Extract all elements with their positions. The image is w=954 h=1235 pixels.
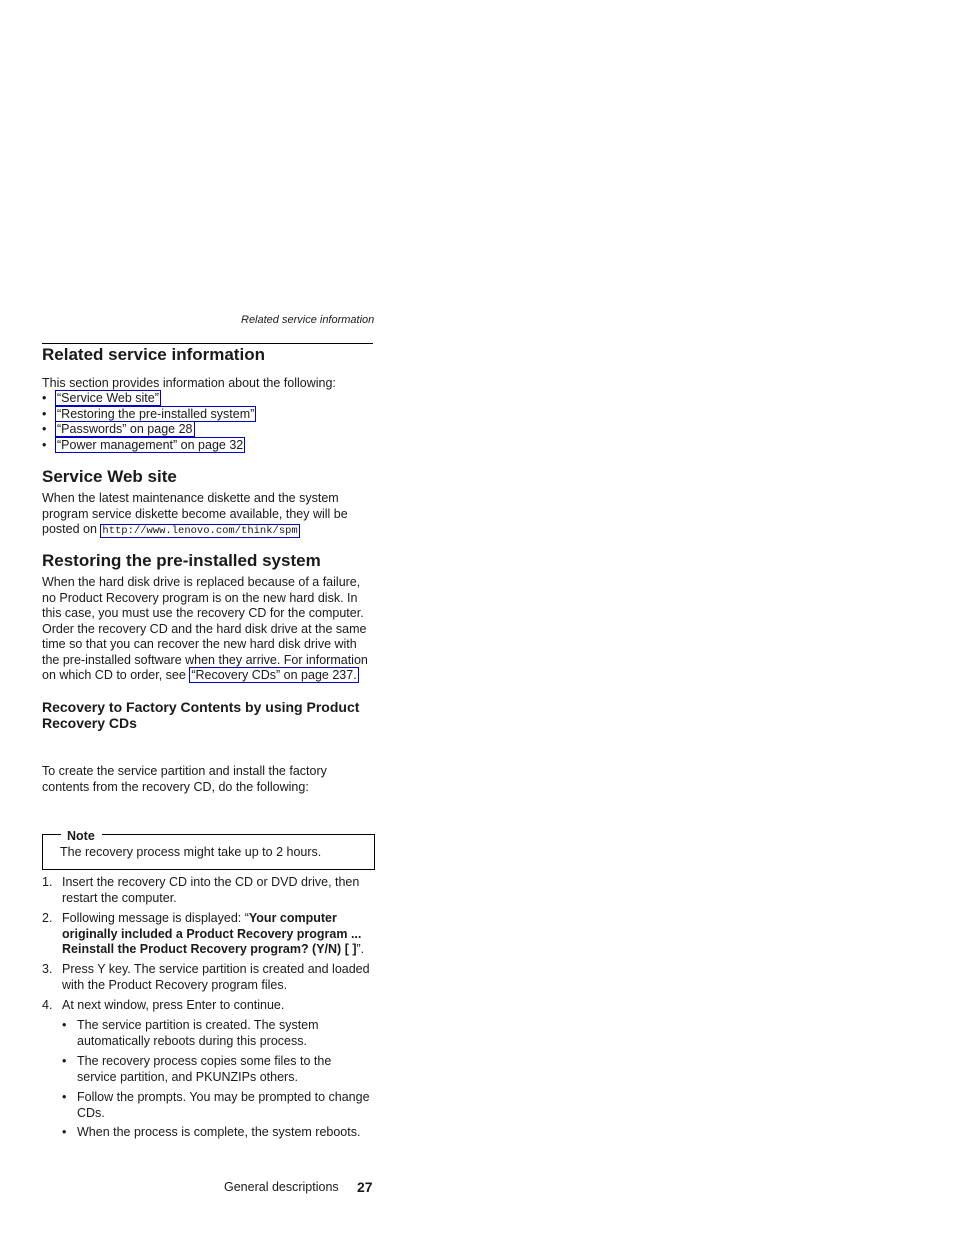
web-text: When the latest maintenance diskette and the system program service diskette become available, they will be posted on (42, 491, 348, 536)
section-title-related: Related service information (42, 345, 265, 364)
link-restoring-system[interactable]: “Restoring the pre-installed system” (57, 406, 255, 421)
footer-label: General descriptions (224, 1180, 339, 1194)
web-paragraph (42, 491, 374, 540)
link-service-url[interactable]: http://www.lenovo.com/think/spm (102, 525, 298, 537)
step-number: 2. (42, 911, 53, 925)
step-text: At next window, press Enter to continue. (62, 998, 285, 1012)
related-intro: This section provides information about the following: (42, 376, 336, 390)
step-number: 3. (42, 962, 53, 976)
note-border-left (42, 834, 61, 835)
section-title-recovery: Recovery to Factory Contents by using Product Recovery CDs (42, 699, 360, 731)
list-item: • “Passwords” on page 28 (42, 422, 193, 436)
header-rule (42, 343, 373, 344)
substep-text: The recovery process copies some files to the service partition, and PKUNZIPs others. (77, 1054, 332, 1084)
note-border-right (102, 834, 374, 835)
section-title-web: Service Web site (42, 467, 177, 486)
note-text: The recovery process might take up to 2 hours. (60, 845, 322, 859)
step-number: 1. (42, 875, 53, 889)
list-item: • “Service Web site” (42, 391, 159, 405)
recovery-intro: To create the service partition and install the factory contents from the recovery CD, do the following: (42, 764, 327, 794)
list-item: • “Power management” on page 32 (42, 437, 244, 452)
link-power-management[interactable]: “Power management” on page 32 (57, 437, 244, 452)
related-link-list (42, 391, 256, 453)
step-text: Press Y key. The service partition is created and loaded with the Product Recovery program files. (62, 962, 370, 992)
link-passwords[interactable]: “Passwords” on page 28 (57, 422, 193, 436)
step-number: 4. (42, 998, 53, 1012)
step-text: Following message is displayed: “Your computer originally included a Product Recovery program ... Reinstall the Product Recovery program? (Y/N) [ ]”. (62, 911, 365, 956)
step-message: Your computer originally included a Product Recovery program ... Reinstall the Product Recovery program? (Y/N) [ ] (62, 911, 362, 956)
substep-text: Follow the prompts. You may be prompted to change CDs. (77, 1090, 370, 1120)
link-recovery-cds[interactable]: “Recovery CDs” on page 237. (191, 668, 357, 682)
restore-paragraph (42, 575, 375, 684)
page-number: 27 (357, 1179, 373, 1195)
note-title: Note (67, 829, 95, 843)
link-service-web-site[interactable]: “Service Web site” (57, 391, 159, 405)
substep-text: The service partition is created. The system automatically reboots during this process. (77, 1018, 319, 1048)
step-text: Insert the recovery CD into the CD or DVD drive, then restart the computer. (62, 875, 360, 905)
restore-text: When the hard disk drive is replaced because of a failure, no Product Recovery program is on the new hard disk. In this case, you must use the recovery CD for the computer. Order the recovery CD and the hard disk drive at the same time so that you can recover the new hard disk drive with the pre-installed software when they arrive. For information on which CD to order, see (42, 575, 368, 682)
section-title-restore: Restoring the pre-installed system (42, 551, 321, 570)
list-item: • “Restoring the pre-installed system” (42, 406, 255, 421)
running-header: Related service information (241, 314, 375, 326)
substep-text: When the process is complete, the system reboots. (77, 1125, 361, 1139)
